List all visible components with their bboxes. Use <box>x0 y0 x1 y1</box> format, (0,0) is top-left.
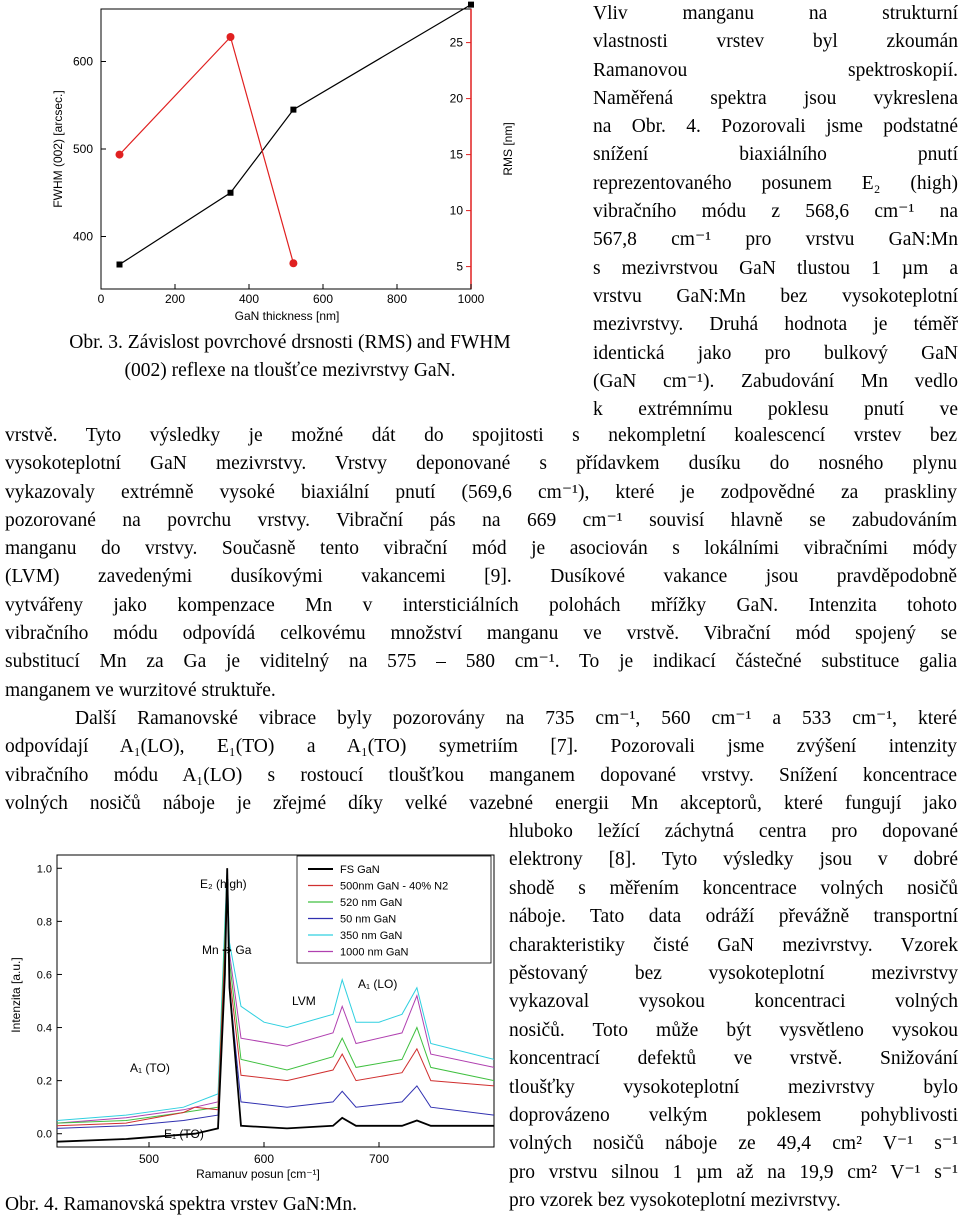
y-tick-label: 600 <box>72 54 93 69</box>
fig4-xlabel: Ramanuv posun [cm⁻¹] <box>196 1167 320 1181</box>
full-width-text <box>5 422 957 818</box>
x-tick-label: 700 <box>368 1152 390 1166</box>
legend-label: 520 nm GaN <box>340 897 403 909</box>
text-line: manganu do vrstvy. Současně tento vibrační mód je asociován s lokálními vibračními módy <box>5 538 957 560</box>
y-tick-label: 0.6 <box>36 969 52 982</box>
text-line: substitucí Mn za Ga je viditelný na 575 – 580 cm⁻¹. To je indikací částečné substituce galia <box>5 651 957 673</box>
text-line: mezivrstvy. Druhá hodnota je téměř <box>593 314 958 336</box>
text-line: Naměřená spektra jsou vykreslena <box>593 87 958 109</box>
x-tick-label: 600 <box>312 292 334 306</box>
right-column-text <box>593 0 958 424</box>
text-line: k extrémnímu poklesu pnutí ve <box>593 399 958 421</box>
annotation-e2high: E₂ (high) <box>200 877 247 891</box>
text-line: pro vrstvu silnou 1 µm až na 19,9 cm² V⁻¹ s⁻¹ <box>509 1161 958 1183</box>
x-tick-label: 800 <box>386 292 408 306</box>
text-line: vysokoteplotní GaN mezivrstvy. Vrstvy deponované s přídavkem dusíku do nosného plynu <box>5 453 957 475</box>
fwhm-point <box>468 2 474 8</box>
fwhm-point <box>228 190 234 196</box>
y-tick-label: 400 <box>72 229 93 244</box>
annotation-e1to: E₁ (TO) <box>164 1127 204 1141</box>
text-line: Vliv manganu na strukturní <box>593 3 958 24</box>
text-line: náboje. Tato data odráží převážně transportní <box>509 906 958 928</box>
text-line: hluboko ležící záchytná centra pro dopované <box>509 821 958 842</box>
text-line: volných nosičů náboje je zřejmé díky velké vazebné energii Mn akceptorů, které fungují jako <box>5 792 957 814</box>
fig3-ylabel-right: RMS [nm] <box>501 122 515 176</box>
text-line: vibračního módu odpovídá celkovému množství manganu ve vrstvě. Vibrační mód spojený se <box>5 623 957 645</box>
text-line: vrstvě. Tyto výsledky je možné dát do spojitosti s nekompletní koalescencí vrstev bez <box>5 425 957 446</box>
text-line: vykazovaly extrémně vysoké biaxiální pnutí (569,6 cm⁻¹), které je zodpovědné za praskliny <box>5 481 957 503</box>
x-tick-label: 1000 <box>457 292 485 306</box>
y2-tick-label: 15 <box>449 147 463 162</box>
text-line: vytvářeny jako kompenzace Mn v intersticiálních polohách mřížky GaN. Intenzita tohoto <box>5 594 957 616</box>
legend-label: 50 nm GaN <box>340 913 397 926</box>
fwhm-series-line <box>120 5 472 265</box>
text-line: vlastnosti vrstev byl zkoumán <box>593 31 958 53</box>
fig3-chart <box>0 0 580 330</box>
y-tick-label: 1.0 <box>36 863 52 876</box>
text-line: koncentrací defektů ve vrstvě. Snižování <box>509 1048 958 1070</box>
text-line: manganem ve wurzitové struktuře. <box>5 679 276 701</box>
fig3-caption-line1: Obr. 3. Závislost povrchové drsnosti (RMS) and FWHM <box>69 332 511 353</box>
text-line: Ramanovou spektroskopií. <box>593 59 958 81</box>
text-line: na Obr. 4. Pozorovali jsme podstatné <box>593 116 958 138</box>
text-line: pro vzorek bez vysokoteplotní mezivrstvy. <box>509 1190 841 1212</box>
rms-point <box>116 151 124 159</box>
x-tick-label: 600 <box>253 1152 275 1166</box>
legend-label: 350 nm GaN <box>340 930 403 942</box>
legend-label: 500nm GaN - 40% N2 <box>340 880 449 893</box>
y2-tick-label: 5 <box>456 259 463 274</box>
text-line: snížení biaxiálního pnutí <box>593 144 958 166</box>
rms-point <box>289 259 297 267</box>
annotation-mnga: Mn ➔ Ga <box>202 943 252 957</box>
legend-label: FS GaN <box>340 864 380 876</box>
text-line: pěstovaný bez vysokoteplotní mezivrstvy <box>509 963 958 985</box>
annotation-lvm: LVM <box>292 994 316 1008</box>
x-tick-label: 200 <box>164 292 186 306</box>
text-line: vibračního módu z 568,6 cm⁻¹ na <box>593 201 958 223</box>
text-line: vibračního módu A₁(LO) s rostoucí tloušťkou manganem dopované vrstvy. Snížení koncentrace <box>5 764 957 786</box>
fig4-chart <box>0 838 500 1190</box>
fwhm-point <box>290 107 296 113</box>
text-line: charakteristiky čisté GaN mezivrstvy. Vzorek <box>509 934 958 956</box>
rms-point <box>227 33 235 41</box>
rms-series-line <box>120 37 294 263</box>
y-tick-label: 0.4 <box>36 1022 52 1035</box>
fwhm-point <box>117 262 123 268</box>
fig4-ylabel: Intenzita [a.u.] <box>9 957 23 1033</box>
annotation-a1lo: A₁ (LO) <box>358 977 398 991</box>
text-line: 567,8 cm⁻¹ pro vrstvu GaN:Mn <box>593 229 958 251</box>
annotation-a1to: A₁ (TO) <box>130 1061 170 1075</box>
text-line: vykazoval vysokou koncentraci volných <box>509 991 958 1013</box>
fig4-caption: Obr. 4. Ramanovská spektra vrstev GaN:Mn. <box>5 1194 358 1215</box>
fig3-caption <box>0 329 580 385</box>
text-line: pozorované na povrchu vrstvy. Vibrační pás na 669 cm⁻¹ souvisí hlavně se zabudováním <box>5 509 957 531</box>
text-line: (LVM) zavedenými dusíkovými vakancemi [9]. Dusíkové vakance jsou pravděpodobně <box>5 566 957 588</box>
fig3-plot-frame <box>101 9 471 289</box>
text-line: doprovázeno velkým poklesem pohyblivosti <box>509 1105 958 1127</box>
y2-tick-label: 10 <box>449 203 463 218</box>
text-line: volných nosičů náboje ze 49,4 cm² V⁻¹ s⁻¹ <box>509 1133 958 1155</box>
text-line: reprezentovaného posunem E₂ (high) <box>593 172 958 194</box>
text-line: identická jako pro bulkový GaN <box>593 342 958 364</box>
text-line: odpovídají A₁(LO), E₁(TO) a A₁(TO) symetriím [7]. Pozorovali jsme zvýšení intenzity <box>5 736 957 758</box>
text-line: (GaN cm⁻¹). Zabudování Mn vedlo <box>593 370 958 392</box>
x-tick-label: 500 <box>138 1152 160 1166</box>
text-line: Další Ramanovské vibrace byly pozorovány na 735 cm⁻¹, 560 cm⁻¹ a 533 cm⁻¹, které <box>75 707 957 729</box>
y-tick-label: 0.0 <box>36 1128 52 1141</box>
bottom-right-text <box>509 818 958 1216</box>
text-line: elektrony [8]. Tyto výsledky jsou v dobré <box>509 849 958 871</box>
text-line: nosičů. Toto může být vysvětleno vysokou <box>509 1019 958 1041</box>
text-line: shodě s měřením koncentrace volných nosičů <box>509 877 958 899</box>
y2-tick-label: 20 <box>449 91 463 106</box>
legend-label: 1000 nm GaN <box>340 946 409 959</box>
x-tick-label: 0 <box>97 292 105 306</box>
text-line: vrstvu GaN:Mn bez vysokoteplotní <box>593 285 958 307</box>
y-tick-label: 0.2 <box>36 1075 52 1088</box>
text-line: s mezivrstvou GaN tlustou 1 µm a <box>593 257 958 279</box>
fig3-ylabel-left: FWHM (002) [arcsec.] <box>51 90 65 208</box>
y-tick-label: 0.8 <box>36 916 52 929</box>
y2-tick-label: 25 <box>449 35 463 50</box>
fig3-xlabel: GaN thickness [nm] <box>234 309 340 323</box>
x-tick-label: 400 <box>238 292 260 306</box>
fig3-caption-line2: (002) reflexe na tloušťce mezivrstvy GaN. <box>124 360 456 381</box>
y-tick-label: 500 <box>72 142 93 156</box>
text-line: tloušťky vysokoteplotní mezivrstvy bylo <box>509 1076 958 1098</box>
